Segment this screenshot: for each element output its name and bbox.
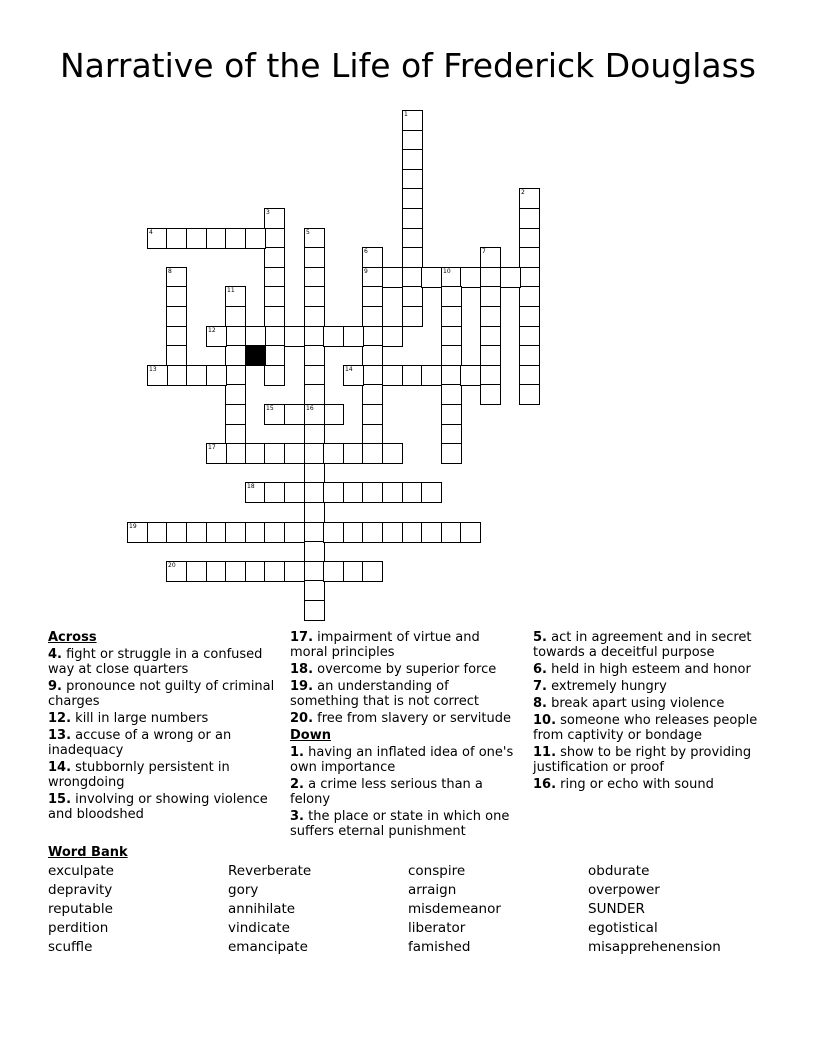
word-bank-item: SUNDER: [588, 901, 645, 917]
clue-number: 4: [149, 229, 153, 236]
clue: [290, 777, 518, 807]
clue: [290, 809, 518, 839]
grid-cell[interactable]: [323, 561, 344, 582]
grid-cell[interactable]: [402, 247, 423, 268]
grid-cell[interactable]: [166, 267, 187, 288]
clue-number-label: 8.: [533, 696, 547, 711]
word-bank-item: conspire: [408, 863, 466, 879]
grid-cell[interactable]: [166, 286, 187, 307]
clue-text: extremely hungry: [546, 679, 667, 694]
word-bank-item: obdurate: [588, 863, 650, 879]
grid-cell[interactable]: [480, 384, 501, 405]
grid-cell[interactable]: [480, 326, 501, 347]
grid-cell[interactable]: [304, 247, 325, 268]
grid-cell[interactable]: [225, 443, 246, 464]
clue-number-label: 5.: [533, 630, 547, 645]
grid-cell[interactable]: [225, 326, 246, 347]
word-bank-item: annihilate: [228, 901, 296, 917]
clue-text: pronounce not guilty of criminal charges: [48, 679, 275, 709]
grid-cell[interactable]: [519, 326, 540, 347]
grid-cell[interactable]: [362, 365, 383, 386]
grid-cell[interactable]: [441, 306, 462, 327]
clue: [533, 713, 769, 743]
clue-number: 7: [482, 248, 486, 255]
grid-cell[interactable]: [343, 482, 364, 503]
grid-cell[interactable]: [402, 228, 423, 249]
grid-cell[interactable]: [225, 404, 246, 425]
page-title: Narrative of the Life of Frederick Douglass: [59, 46, 756, 85]
grid-cell[interactable]: [245, 522, 266, 543]
grid-cell[interactable]: [421, 267, 442, 288]
clue-number-label: 10.: [533, 713, 557, 728]
grid-cell[interactable]: [500, 267, 521, 288]
word-bank-item: famished: [408, 939, 471, 955]
clue-text: overcome by superior force: [313, 662, 497, 677]
clues-column-1: [48, 630, 276, 824]
grid-cell[interactable]: [323, 482, 344, 503]
grid-cell[interactable]: [147, 522, 168, 543]
grid-cell[interactable]: [402, 522, 423, 543]
grid-cell[interactable]: [402, 482, 423, 503]
grid-cell[interactable]: [362, 267, 383, 288]
clue-number-label: 14.: [48, 760, 72, 775]
clue: [533, 745, 769, 775]
grid-cell[interactable]: [304, 424, 325, 445]
grid-cell[interactable]: [343, 365, 364, 386]
grid-cell[interactable]: [206, 443, 227, 464]
clue-text: impairment of virtue and moral principles: [290, 630, 480, 660]
clue-number: 15: [266, 405, 274, 412]
grid-cell[interactable]: [304, 228, 325, 249]
grid-cell[interactable]: [519, 228, 540, 249]
clue-text: having an inflated idea of one's own importance: [290, 745, 514, 775]
grid-cell[interactable]: [245, 326, 266, 347]
grid-cell[interactable]: [441, 326, 462, 347]
grid-cell[interactable]: [343, 443, 364, 464]
clue-number-label: 16.: [533, 777, 557, 792]
clue-number: 20: [168, 562, 176, 569]
clue: [533, 679, 769, 694]
grid-cell[interactable]: [519, 365, 540, 386]
grid-cell[interactable]: [166, 326, 187, 347]
clue: [290, 662, 518, 677]
grid-cell[interactable]: [362, 404, 383, 425]
grid-cell[interactable]: [304, 541, 325, 562]
grid-cell[interactable]: [519, 247, 540, 268]
word-bank-item: liberator: [408, 920, 466, 936]
grid-cell[interactable]: [441, 345, 462, 366]
clue: [533, 696, 769, 711]
clue-number-label: 17.: [290, 630, 314, 645]
clue-number-label: 15.: [48, 792, 72, 807]
grid-cell[interactable]: [480, 286, 501, 307]
grid-cell[interactable]: [166, 365, 187, 386]
grid-cell[interactable]: [421, 522, 442, 543]
grid-cell[interactable]: [323, 522, 344, 543]
word-bank-item: emancipate: [228, 939, 308, 955]
clue-text: an understanding of something that is not correct: [290, 679, 479, 709]
grid-cell[interactable]: [304, 365, 325, 386]
grid-cell[interactable]: [441, 267, 462, 288]
grid-cell[interactable]: [264, 228, 285, 249]
grid-cell[interactable]: [225, 365, 246, 386]
grid-cell[interactable]: [166, 522, 187, 543]
grid-cell[interactable]: [304, 600, 325, 621]
grid-cell[interactable]: [382, 267, 403, 288]
grid-cell[interactable]: [441, 522, 462, 543]
clue-number-label: 4.: [48, 647, 62, 662]
grid-cell[interactable]: [441, 365, 462, 386]
grid-cell[interactable]: [519, 384, 540, 405]
word-bank-item: misapprehenension: [588, 939, 721, 955]
grid-cell[interactable]: [480, 267, 501, 288]
grid-cell[interactable]: [519, 345, 540, 366]
grid-cell[interactable]: [323, 326, 344, 347]
grid-cell[interactable]: [225, 306, 246, 327]
clue-number-label: 12.: [48, 711, 72, 726]
grid-cell[interactable]: [264, 443, 285, 464]
clue-text: a crime less serious than a felony: [290, 777, 483, 807]
clue: [48, 679, 276, 709]
grid-cell[interactable]: [402, 267, 423, 288]
grid-cell[interactable]: [304, 463, 325, 484]
grid-cell[interactable]: [225, 345, 246, 366]
clue-number-label: 3.: [290, 809, 304, 824]
clues-column-3: [533, 630, 769, 794]
grid-cell[interactable]: [421, 365, 442, 386]
grid-cell[interactable]: [264, 267, 285, 288]
clue-number: 2: [521, 189, 525, 196]
clue-text: involving or showing violence and bloodshed: [48, 792, 268, 822]
word-bank-item: vindicate: [228, 920, 290, 936]
word-bank-item: egotistical: [588, 920, 658, 936]
clue-number: 16: [306, 405, 314, 412]
grid-cell[interactable]: [186, 561, 207, 582]
clue-text: free from slavery or servitude: [313, 711, 511, 726]
grid-cell[interactable]: [421, 482, 442, 503]
grid-cell[interactable]: [264, 208, 285, 229]
grid-cell[interactable]: [147, 365, 168, 386]
clue-text: the place or state in which one suffers eternal punishment: [290, 809, 510, 839]
clue-text: fight or struggle in a confused way at close quarters: [48, 647, 263, 677]
grid-cell[interactable]: [304, 561, 325, 582]
grid-cell[interactable]: [225, 424, 246, 445]
grid-cell[interactable]: [264, 345, 285, 366]
grid-cell[interactable]: [343, 326, 364, 347]
word-bank-item: depravity: [48, 882, 113, 898]
grid-black-cell: [245, 345, 266, 366]
grid-cell[interactable]: [402, 110, 423, 131]
grid-cell[interactable]: [519, 267, 540, 288]
clue: [290, 679, 518, 709]
word-bank-item: gory: [228, 882, 259, 898]
word-bank-item: scuffle: [48, 939, 93, 955]
clue-number: 3: [266, 209, 270, 216]
grid-cell[interactable]: [460, 267, 481, 288]
clue-text: kill in large numbers: [71, 711, 209, 726]
grid-cell[interactable]: [362, 482, 383, 503]
grid-cell[interactable]: [264, 247, 285, 268]
grid-cell[interactable]: [402, 169, 423, 190]
grid-cell[interactable]: [225, 522, 246, 543]
grid-cell[interactable]: [225, 561, 246, 582]
clue: [48, 728, 276, 758]
grid-cell[interactable]: [402, 208, 423, 229]
grid-cell[interactable]: [304, 267, 325, 288]
grid-cell[interactable]: [441, 404, 462, 425]
grid-cell[interactable]: [480, 365, 501, 386]
clue-number-label: 20.: [290, 711, 314, 726]
clue-text: ring or echo with sound: [556, 777, 714, 792]
grid-cell[interactable]: [225, 384, 246, 405]
clue-text: someone who releases people from captivity or bondage: [533, 713, 758, 743]
grid-cell[interactable]: [402, 365, 423, 386]
grid-cell[interactable]: [186, 522, 207, 543]
grid-cell[interactable]: [206, 561, 227, 582]
clue: [48, 760, 276, 790]
clue: [48, 647, 276, 677]
grid-cell[interactable]: [304, 286, 325, 307]
grid-cell[interactable]: [441, 443, 462, 464]
grid-cell[interactable]: [402, 306, 423, 327]
clue-number-label: 11.: [533, 745, 557, 760]
grid-cell[interactable]: [402, 130, 423, 151]
grid-cell[interactable]: [245, 228, 266, 249]
grid-cell[interactable]: [362, 522, 383, 543]
grid-cell[interactable]: [480, 306, 501, 327]
clue-text: stubbornly persistent in wrongdoing: [48, 760, 230, 790]
grid-cell[interactable]: [304, 345, 325, 366]
clue-number: 17: [208, 444, 216, 451]
clue: [533, 630, 769, 660]
grid-cell[interactable]: [284, 482, 305, 503]
grid-cell[interactable]: [382, 482, 403, 503]
across-heading: Across: [48, 630, 97, 645]
grid-cell[interactable]: [460, 365, 481, 386]
clue-number-label: 7.: [533, 679, 547, 694]
grid-cell[interactable]: [166, 561, 187, 582]
down-heading: Down: [290, 728, 331, 743]
clue: [290, 630, 518, 660]
clue-number: 11: [227, 287, 235, 294]
grid-cell[interactable]: [519, 286, 540, 307]
word-bank-item: perdition: [48, 920, 109, 936]
grid-cell[interactable]: [264, 561, 285, 582]
clue-number-label: 1.: [290, 745, 304, 760]
grid-cell[interactable]: [264, 286, 285, 307]
grid-cell[interactable]: [284, 326, 305, 347]
clue-number: 18: [247, 483, 255, 490]
clue-text: act in agreement and in secret towards a deceitful purpose: [533, 630, 752, 660]
clue-number: 10: [443, 268, 451, 275]
grid-cell[interactable]: [460, 522, 481, 543]
clue-number: 6: [364, 248, 368, 255]
grid-cell[interactable]: [127, 522, 148, 543]
grid-cell[interactable]: [362, 561, 383, 582]
grid-cell[interactable]: [362, 443, 383, 464]
word-bank-item: arraign: [408, 882, 457, 898]
grid-cell[interactable]: [284, 404, 305, 425]
clue-number: 13: [149, 366, 157, 373]
grid-cell[interactable]: [480, 345, 501, 366]
grid-cell[interactable]: [323, 404, 344, 425]
grid-cell[interactable]: [186, 228, 207, 249]
clue-number: 19: [129, 523, 137, 530]
word-bank-item: overpower: [588, 882, 660, 898]
clue-number: 9: [364, 268, 368, 275]
grid-cell[interactable]: [264, 482, 285, 503]
word-bank-item: reputable: [48, 901, 113, 917]
clue: [48, 792, 276, 822]
word-bank-heading: Word Bank: [48, 845, 128, 860]
grid-cell[interactable]: [362, 247, 383, 268]
grid-cell[interactable]: [382, 522, 403, 543]
grid-cell[interactable]: [206, 326, 227, 347]
grid-cell[interactable]: [166, 345, 187, 366]
grid-cell[interactable]: [323, 443, 344, 464]
clue-number: 14: [345, 366, 353, 373]
grid-cell[interactable]: [402, 149, 423, 170]
grid-cell[interactable]: [304, 522, 325, 543]
grid-cell[interactable]: [304, 482, 325, 503]
grid-cell[interactable]: [264, 306, 285, 327]
word-bank: [48, 863, 768, 958]
clue-number-label: 18.: [290, 662, 314, 677]
clue-number: 5: [306, 229, 310, 236]
grid-cell[interactable]: [284, 522, 305, 543]
grid-cell[interactable]: [264, 522, 285, 543]
grid-cell[interactable]: [166, 228, 187, 249]
grid-cell[interactable]: [343, 522, 364, 543]
clue-number-label: 9.: [48, 679, 62, 694]
word-bank-item: Reverberate: [228, 863, 312, 879]
grid-cell[interactable]: [519, 188, 540, 209]
grid-cell[interactable]: [441, 384, 462, 405]
grid-cell[interactable]: [304, 326, 325, 347]
grid-cell[interactable]: [245, 561, 266, 582]
clue-text: held in high esteem and honor: [546, 662, 751, 677]
clue-number-label: 6.: [533, 662, 547, 677]
clue-text: accuse of a wrong or an inadequacy: [48, 728, 232, 758]
grid-cell[interactable]: [206, 365, 227, 386]
grid-cell[interactable]: [284, 561, 305, 582]
grid-cell[interactable]: [304, 384, 325, 405]
grid-cell[interactable]: [206, 228, 227, 249]
clue-number: 1: [404, 111, 408, 118]
grid-cell[interactable]: [362, 384, 383, 405]
grid-cell[interactable]: [519, 208, 540, 229]
grid-cell[interactable]: [382, 326, 403, 347]
grid-cell[interactable]: [166, 306, 187, 327]
grid-cell[interactable]: [362, 345, 383, 366]
clue-text: show to be right by providing justification or proof: [533, 745, 752, 775]
grid-cell[interactable]: [519, 306, 540, 327]
grid-cell[interactable]: [362, 424, 383, 445]
clue-number-label: 19.: [290, 679, 314, 694]
grid-cell[interactable]: [304, 306, 325, 327]
grid-cell[interactable]: [382, 365, 403, 386]
clue: [290, 745, 518, 775]
grid-cell[interactable]: [441, 286, 462, 307]
grid-cell[interactable]: [147, 228, 168, 249]
grid-cell[interactable]: [245, 443, 266, 464]
grid-cell[interactable]: [480, 247, 501, 268]
grid-cell[interactable]: [304, 404, 325, 425]
grid-cell[interactable]: [304, 443, 325, 464]
grid-cell[interactable]: [343, 561, 364, 582]
grid-cell[interactable]: [362, 286, 383, 307]
grid-cell[interactable]: [225, 286, 246, 307]
grid-cell[interactable]: [382, 443, 403, 464]
grid-cell[interactable]: [402, 188, 423, 209]
clue-number: 12: [208, 327, 216, 334]
grid-cell[interactable]: [225, 228, 246, 249]
grid-cell[interactable]: [304, 580, 325, 601]
grid-cell[interactable]: [264, 326, 285, 347]
grid-cell[interactable]: [264, 365, 285, 386]
grid-cell[interactable]: [284, 443, 305, 464]
grid-cell[interactable]: [402, 286, 423, 307]
clue-text: break apart using violence: [546, 696, 725, 711]
grid-cell[interactable]: [245, 482, 266, 503]
grid-cell[interactable]: [304, 502, 325, 523]
clue: [290, 711, 518, 726]
clue: [48, 711, 276, 726]
grid-cell[interactable]: [206, 522, 227, 543]
grid-cell[interactable]: [362, 326, 383, 347]
clues-column-2: [290, 630, 518, 841]
grid-cell[interactable]: [441, 424, 462, 445]
grid-cell[interactable]: [186, 365, 207, 386]
grid-cell[interactable]: [264, 404, 285, 425]
clue-number-label: 13.: [48, 728, 72, 743]
clue-number: 8: [168, 268, 172, 275]
word-bank-item: exculpate: [48, 863, 114, 879]
clue: [533, 777, 769, 792]
clue: [533, 662, 769, 677]
grid-cell[interactable]: [362, 306, 383, 327]
clue-number-label: 2.: [290, 777, 304, 792]
word-bank-item: misdemeanor: [408, 901, 501, 917]
